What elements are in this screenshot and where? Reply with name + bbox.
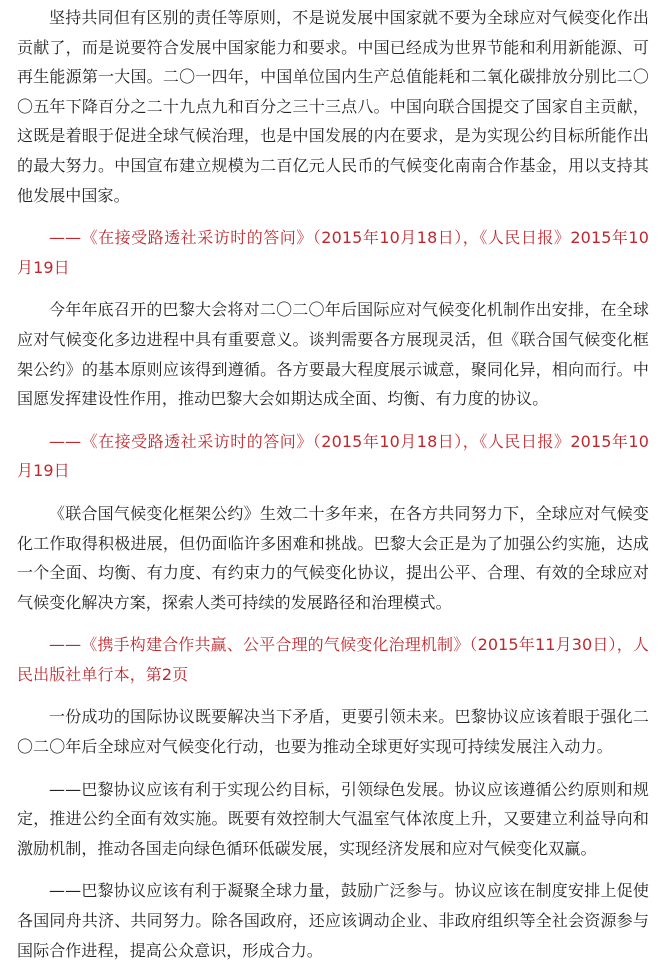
source-citation: ——《携手构建合作共赢、公平合理的气候变化治理机制》（2015年11月30日），人民出版社单行本，第2页 [17, 635, 649, 684]
body-paragraph: ——巴黎协议应该有利于凝聚全球力量，鼓励广泛参与。协议应该在制度安排上促使各国同舟共济、共同努力。除各国政府，还应该调动企业、非政府组织等全社会资源参与国际合作进程，提高公众意识，形成合力。 [17, 881, 649, 960]
body-paragraph: ——巴黎协议应该有利于实现公约目标，引领绿色发展。协议应该遵循公约原则和规定，推进公约全面有效实施。既要有效控制大气温室气体浓度上升，又要建立利益导向和激励机制，推动各国走向绿色循环低碳发展，实现经济发展和应对气候变化双赢。 [17, 779, 649, 858]
source-citation: ——《在接受路透社采访时的答问》（2015年10月18日），《人民日报》2015年10月19日 [17, 431, 649, 481]
body-paragraph: 今年年底召开的巴黎大会将对二〇二〇年后国际应对气候变化机制作出安排，在全球应对气候变化多边进程中具有重要意义。谈判需要各方展现灵活，但《联合国气候变化框架公约》的基本原则应该得到遵循。各方要最大程度展示诚意，聚同化异，相向而行。中国愿发挥建设性作用，推动巴黎大会如期达成全面、均衡、有力度的协议。 [17, 300, 649, 409]
body-paragraph: 坚持共同但有区别的责任等原则，不是说发展中国家就不要为全球应对气候变化作出贡献了，而是说要符合发展中国家能力和要求。中国已经成为世界节能和利用新能源、可再生能源第一大国。二〇一四年，中国单位国内生产总值能耗和二氧化碳排放分别比二〇〇五年下降百分之二十九点九和百分之三十三点八。中国向联合国提交了国家自主贡献，这既是着眼于促进全球气候治理，也是中国发展的内在要求，是为实现公约目标所能作出的最大努力。中国宣布建立规模为二百亿元人民币的气候变化南南合作基金，用以支持其他发展中国家。 [17, 8, 649, 205]
source-citation: ——《在接受路透社采访时的答问》（2015年10月18日），《人民日报》2015年10月19日 [17, 228, 649, 277]
body-paragraph: 一份成功的国际协议既要解决当下矛盾，更要引领未来。巴黎协议应该着眼于强化二〇二〇年后全球应对气候变化行动，也要为推动全球更好实现可持续发展注入动力。 [17, 707, 649, 757]
body-paragraph: 《联合国气候变化框架公约》生效二十多年来，在各方共同努力下，全球应对气候变化工作取得积极进展，但仍面临许多困难和挑战。巴黎大会正是为了加强公约实施，达成一个全面、均衡、有力度、有约束力的气候变化协议，提出公平、合理、有效的全球应对气候变化解决方案，探索人类可持续的发展路径和治理模式。 [17, 503, 649, 612]
